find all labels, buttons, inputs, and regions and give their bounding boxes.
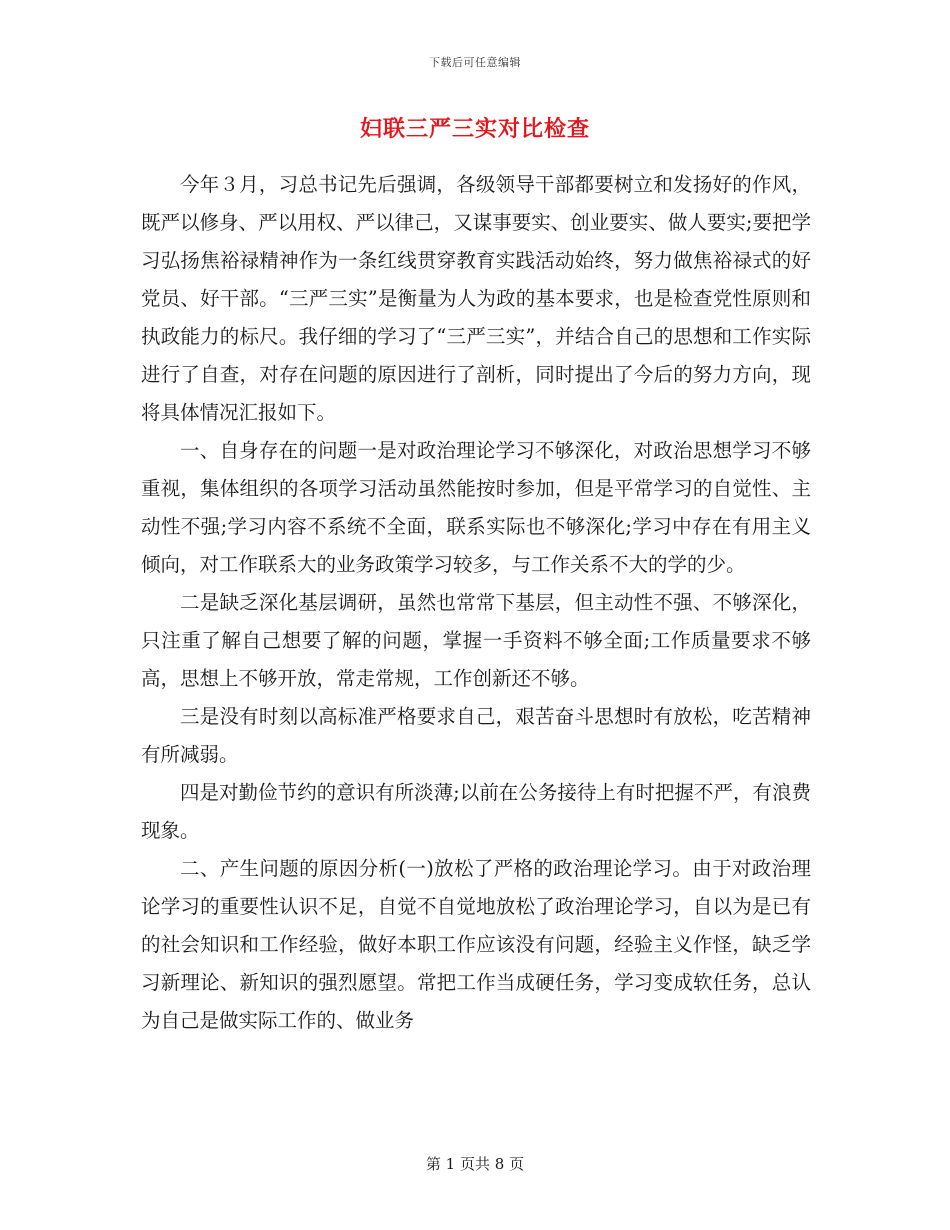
header-note: 下载后可任意编辑 xyxy=(429,56,521,69)
page-number: 第 1 页共 8 页 xyxy=(425,1155,525,1173)
paragraph-problems-3: 三是没有时刻以高标准严格要求自己，艰苦奋斗思想时有放松，吃苦精神有所减弱。 xyxy=(141,705,811,766)
paragraph-problems-4: 四是对勤俭节约的意识有所淡薄;以前在公务接待上有时把握不严，有浪费现象。 xyxy=(141,781,811,842)
document-body xyxy=(141,166,811,1040)
document-title: 妇联三严三实对比检查 xyxy=(359,116,590,142)
paragraph-problems-2: 二是缺乏深化基层调研，虽然也常常下基层，但主动性不强、不够深化，只注重了解自己想要了解的问题，掌握一手资料不够全面;工作质量要求不够高，思想上不够开放，常走常规，工作创新还不够。 xyxy=(141,591,811,690)
paragraph-causes: 二、产生问题的原因分析(一)放松了严格的政治理论学习。由于对政治理论学习的重要性认识不足，自觉不自觉地放松了政治理论学习，自以为是已有的社会知识和工作经验，做好本职工作应该没有问题，经验主义作怪，缺乏学习新理论、新知识的强烈愿望。常把工作当成硬任务，学习变成软任务，总认为自己是做实际工作的、做业务 xyxy=(141,857,811,1032)
paragraph-problems-1: 一、自身存在的问题一是对政治理论学习不够深化，对政治思想学习不够重视，集体组织的各项学习活动虽然能按时参加，但是平常学习的自觉性、主动性不强;学习内容不系统不全面，联系实际也不够深化;学习中存在有用主义倾向，对工作联系大的业务政策学习较多，与工作关系不大的学的少。 xyxy=(141,439,811,576)
paragraph-intro: 今年３月，习总书记先后强调，各级领导干部都要树立和发扬好的作风，既严以修身、严以用权、严以律己，又谋事要实、创业要实、做人要实;要把学习弘扬焦裕禄精神作为一条红线贯穿教育实践活动始终，努力做焦裕禄式的好党员、好干部。“三严三实”是衡量为人为政的基本要求，也是检查党性原则和执政能力的标尺。我仔细的学习了“三严三实”，并结合自己的思想和工作实际进行了自查，对存在问题的原因进行了剖析，同时提出了今后的努力方向，现将具体情况汇报如下。 xyxy=(141,173,811,424)
